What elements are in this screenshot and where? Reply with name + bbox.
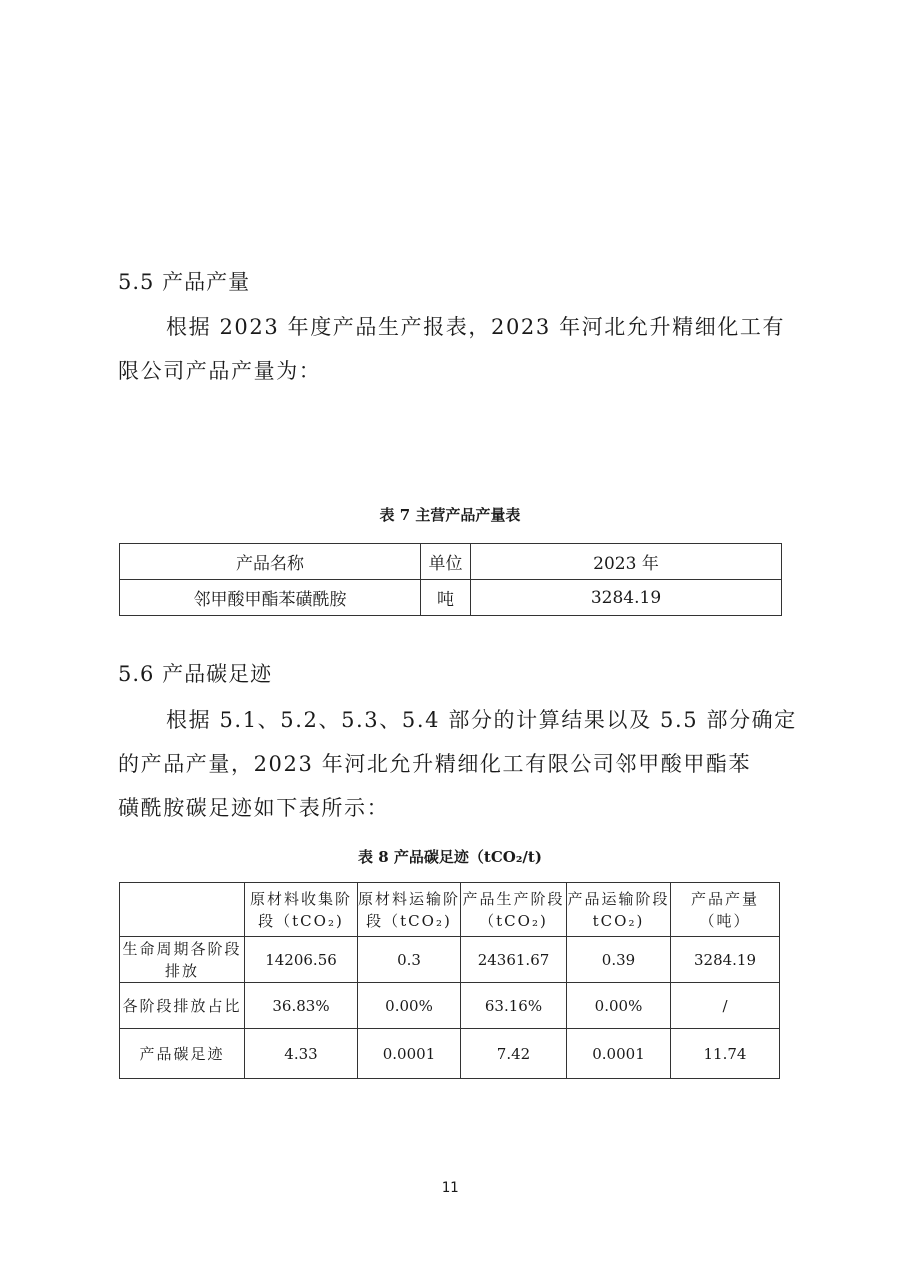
table8-cell: 63.16% bbox=[461, 983, 567, 1029]
page-number: 11 bbox=[441, 1180, 459, 1196]
table8-row-label: 各阶段排放占比 bbox=[120, 983, 245, 1029]
paragraph-5-5-line-2: 限公司产品产量为： bbox=[118, 359, 322, 383]
paragraph-5-5-line-1: 根据 2023 年度产品生产报表，2023 年河北允升精细化工有 bbox=[166, 315, 786, 339]
table8-cell: / bbox=[671, 983, 780, 1029]
table7-cell: 邻甲酸甲酯苯磺酰胺 bbox=[120, 580, 421, 616]
paragraph-5-6-line-3: 磺酰胺碳足迹如下表所示： bbox=[118, 796, 390, 820]
table7-caption: 表 7 主营产品产量表 bbox=[379, 506, 521, 524]
table8 bbox=[119, 882, 780, 1079]
table8-cell: 11.74 bbox=[671, 1029, 780, 1079]
table7-cell: 吨 bbox=[421, 580, 471, 616]
table8-cell: 0.0001 bbox=[358, 1029, 461, 1079]
table8-header-cell: 原材料运输阶段（tCO₂) bbox=[358, 883, 461, 937]
table8-row-label: 生命周期各阶段排放 bbox=[120, 937, 245, 983]
table8-caption: 表 8 产品碳足迹（tCO₂/t) bbox=[358, 848, 542, 866]
section-heading-5-5: 5.5 产品产量 bbox=[118, 270, 251, 294]
table-row bbox=[120, 983, 780, 1029]
table8-cell: 0.0001 bbox=[567, 1029, 671, 1079]
table8-header-cell: 产品生产阶段（tCO₂) bbox=[461, 883, 567, 937]
section-heading-5-6: 5.6 产品碳足迹 bbox=[118, 662, 273, 686]
table8-cell: 0.00% bbox=[567, 983, 671, 1029]
table7 bbox=[119, 543, 782, 616]
table-row bbox=[120, 580, 782, 616]
table8-cell: 36.83% bbox=[245, 983, 358, 1029]
table8-header-row bbox=[120, 883, 780, 937]
table8-cell: 4.33 bbox=[245, 1029, 358, 1079]
table8-cell: 0.39 bbox=[567, 937, 671, 983]
table7-header-cell: 产品名称 bbox=[120, 544, 421, 580]
table8-header-cell: 原材料收集阶段（tCO₂) bbox=[245, 883, 358, 937]
table7-cell: 3284.19 bbox=[471, 580, 782, 616]
table8-row-label: 产品碳足迹 bbox=[120, 1029, 245, 1079]
table8-cell: 0.3 bbox=[358, 937, 461, 983]
table8-header-cell: 产品运输阶段 tCO₂) bbox=[567, 883, 671, 937]
table8-header-cell: 产品产量（吨） bbox=[671, 883, 780, 937]
table7-header-cell: 2023 年 bbox=[471, 544, 782, 580]
table8-cell: 24361.67 bbox=[461, 937, 567, 983]
table-row bbox=[120, 1029, 780, 1079]
paragraph-5-6-line-1: 根据 5.1、5.2、5.3、5.4 部分的计算结果以及 5.5 部分确定 bbox=[166, 708, 797, 732]
table-row bbox=[120, 937, 780, 983]
table8-cell: 0.00% bbox=[358, 983, 461, 1029]
table8-cell: 14206.56 bbox=[245, 937, 358, 983]
table8-cell: 3284.19 bbox=[671, 937, 780, 983]
table7-header-row bbox=[120, 544, 782, 580]
paragraph-5-6-line-2: 的产品产量，2023 年河北允升精细化工有限公司邻甲酸甲酯苯 bbox=[118, 752, 752, 776]
table8-cell: 7.42 bbox=[461, 1029, 567, 1079]
table7-header-cell: 单位 bbox=[421, 544, 471, 580]
table8-header-cell bbox=[120, 883, 245, 937]
